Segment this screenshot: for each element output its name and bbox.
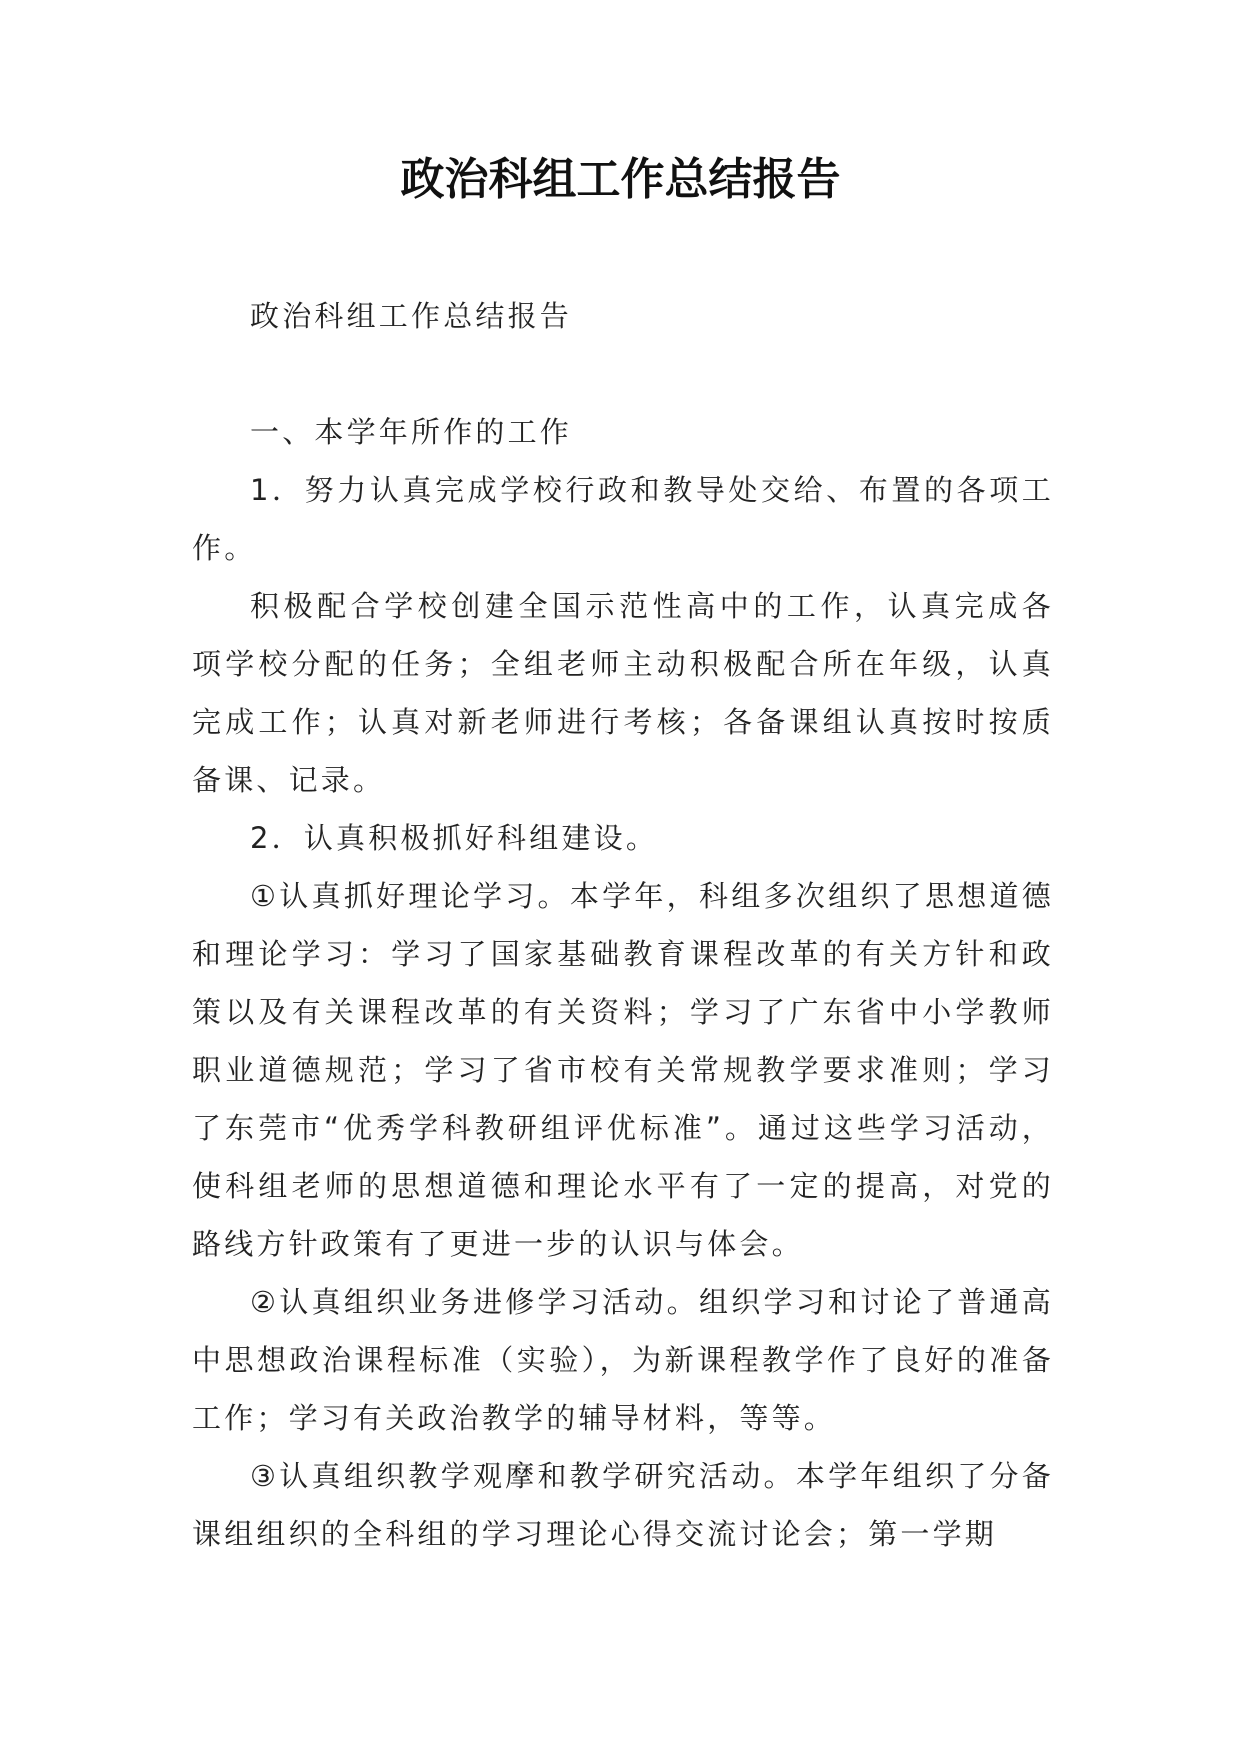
document-body — [192, 287, 1054, 1563]
paragraph: ①认真抓好理论学习。本学年，科组多次组织了思想道德和理论学习：学习了国家基础教育课程改革的有关方针和政策以及有关课程改革的有关资料；学习了广东省中小学教师职业道德规范；学习了省市校有关常规教学要求准则；学习了东莞市“优秀学科教研组评优标准”。通过这些学习活动，使科组老师的思想道德和理论水平有了一定的提高，对党的路线方针政策有了更进一步的认识与体会。 — [192, 879, 1054, 1261]
paragraph: ③认真组织教学观摩和教学研究活动。本学年组织了分备课组组织的全科组的学习理论心得交流讨论会；第一学期 — [192, 1459, 1054, 1551]
document-title: 政治科组工作总结报告 — [400, 154, 841, 205]
section-heading: 一、本学年所作的工作 — [250, 415, 573, 449]
paragraph: 1．努力认真完成学校行政和教导处交给、布置的各项工作。 — [192, 473, 1054, 565]
paragraph: 积极配合学校创建全国示范性高中的工作，认真完成各项学校分配的任务；全组老师主动积极配合所在年级，认真完成工作；认真对新老师进行考核；各备课组认真按时按质备课、记录。 — [192, 589, 1054, 797]
paragraph: 2．认真积极抓好科组建设。 — [250, 821, 659, 855]
paragraph-subtitle: 政治科组工作总结报告 — [250, 299, 573, 333]
paragraph: ②认真组织业务进修学习活动。组织学习和讨论了普通高中思想政治课程标准（实验），为新课程教学作了良好的准备工作；学习有关政治教学的辅导材料，等等。 — [192, 1285, 1054, 1435]
